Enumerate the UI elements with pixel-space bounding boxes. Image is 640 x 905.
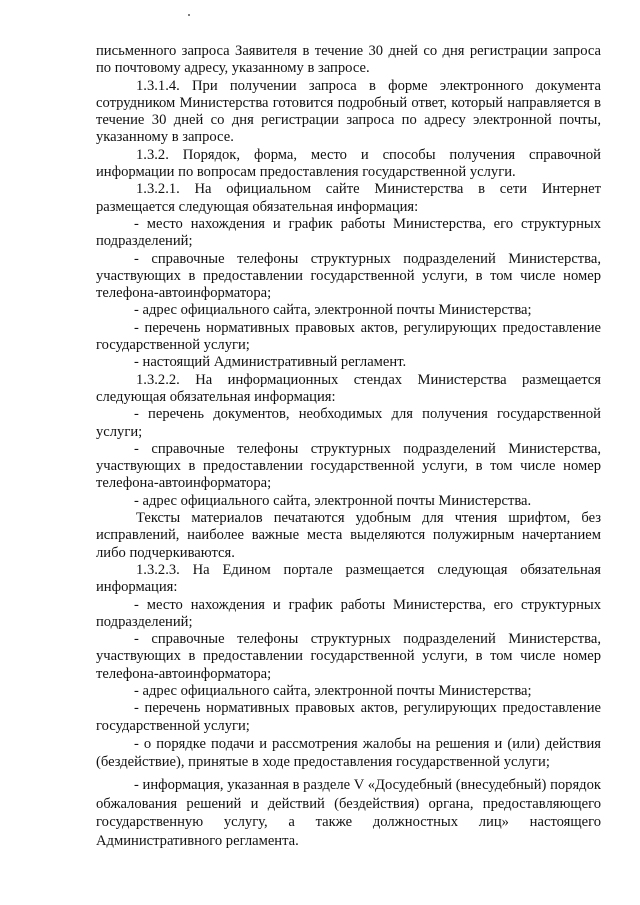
- list-item: - перечень нормативных правовых актов, регулирующих предоставление государственной услуги;: [96, 319, 601, 354]
- list-item: - настоящий Административный регламент.: [134, 354, 407, 371]
- list-item: - перечень документов, необходимых для получения государственной услуги;: [96, 406, 601, 440]
- paragraph: 1.3.2. Порядок, форма, место и способы получения справочной информации по вопросам предоставления государственной услуги.: [96, 146, 601, 181]
- list-item: - перечень нормативных правовых актов, регулирующих предоставление государственной услуги;: [96, 700, 601, 734]
- list-item: - справочные телефоны структурных подразделений Министерства, участвующих в предоставлении государственной услуги, в том числе номер телефона-автоинформатора;: [96, 250, 601, 302]
- list-item: - адрес официального сайта, электронной почты Министерства;: [134, 682, 532, 699]
- list-item: - о порядке подачи и рассмотрения жалобы на решения и (или) действия (бездействие), принятые в ходе предоставления государственной услуги;: [96, 735, 601, 771]
- list-item: - адрес официального сайта, электронной почты Министерства;: [134, 302, 532, 319]
- list-item: - адрес официального сайта, электронной почты Министерства.: [134, 492, 532, 509]
- paragraph: 1.3.2.2. На информационных стендах Министерства размещается следующая обязательная информация:: [96, 371, 601, 405]
- paragraph: 1.3.2.1. На официальном сайте Министерства в сети Интернет размещается следующая обязательная информация:: [96, 181, 601, 215]
- list-item: - место нахождения и график работы Министерства, его структурных подразделений;: [96, 596, 601, 630]
- list-item: - справочные телефоны структурных подразделений Министерства, участвующих в предоставлении государственной услуги, в том числе номер телефона-автоинформатора;: [96, 440, 601, 492]
- list-item: - информация, указанная в разделе V «Досудебный (внесудебный) порядок обжалования решений и действий (бездействия) органа, предоставляющего государственную услугу, а также должностных лиц» настоящего Административного регламента.: [96, 777, 601, 849]
- paragraph: письменного запроса Заявителя в течение 30 дней со дня регистрации запроса по почтовому адресу, указанному в запросе.: [96, 43, 601, 77]
- document-page: [96, 43, 601, 850]
- paragraph: 1.3.1.4. При получении запроса в форме электронного документа сотрудником Министерства готовится подробный ответ, который направляется в течение 30 дней со дня регистрации запроса по адресу электронной почты, указанному в запросе.: [96, 77, 601, 146]
- list-item: - место нахождения и график работы Министерства, его структурных подразделений;: [96, 215, 601, 250]
- scan-speck: [188, 14, 190, 16]
- paragraph: 1.3.2.3. На Едином портале размещается следующая обязательная информация:: [96, 561, 601, 596]
- list-item: - справочные телефоны структурных подразделений Министерства, участвующих в предоставлении государственной услуги, в том числе номер телефона-автоинформатора;: [96, 631, 601, 682]
- paragraph: Тексты материалов печатаются удобным для чтения шрифтом, без исправлений, наиболее важные места выделяются полужирным начертанием либо подчеркиваются.: [96, 510, 601, 561]
